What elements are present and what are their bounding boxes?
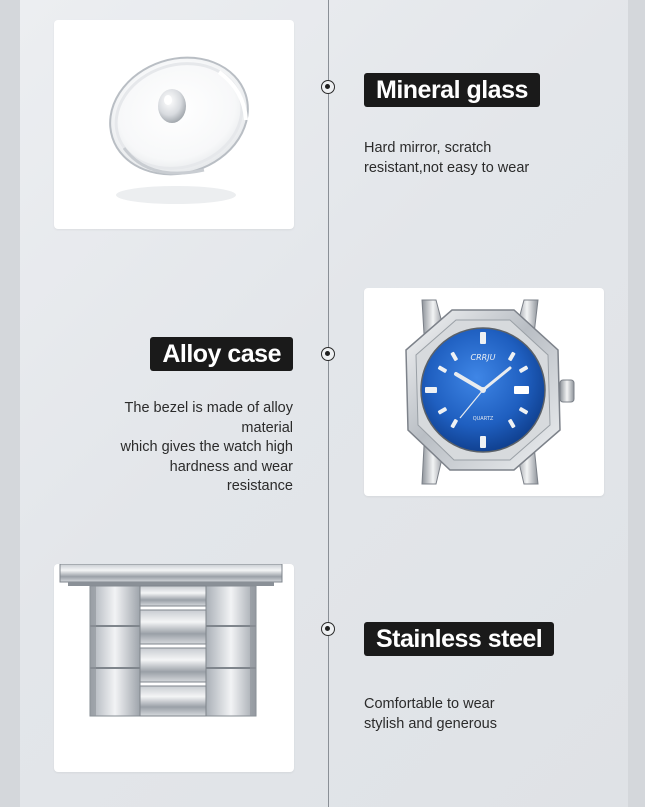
- timeline-node: [321, 347, 335, 361]
- feature-title: Mineral glass: [364, 73, 540, 107]
- glass-crystal-icon: [54, 20, 294, 229]
- watch-case-icon: [364, 288, 604, 496]
- timeline-line: [328, 0, 329, 807]
- description-line: The bezel is made of alloy: [124, 400, 293, 416]
- mineral-glass-image-card: [54, 20, 294, 229]
- timeline-node: [321, 622, 335, 636]
- description-line: resistance: [226, 478, 293, 494]
- description-line: resistant,not easy to wear: [364, 159, 530, 176]
- description-line: which gives the watch high: [120, 439, 293, 455]
- feature-title: Alloy case: [150, 337, 293, 371]
- description-line: material: [241, 419, 293, 436]
- stainless-steel-image-card: [54, 564, 294, 772]
- timeline-node: [321, 80, 335, 94]
- description-line: Comfortable to wear: [364, 696, 495, 712]
- description-line: Hard mirror, scratch: [364, 140, 492, 156]
- feature-description: [364, 139, 529, 178]
- feature-description: [364, 695, 497, 734]
- feature-description: [121, 399, 294, 497]
- dial-brand: CRRJU: [470, 353, 496, 362]
- steel-bracelet-icon: [54, 564, 294, 772]
- dial-model: QUARTZ: [472, 416, 494, 422]
- description-line: hardness and wear: [169, 458, 293, 475]
- alloy-case-image-card: [364, 288, 604, 496]
- feature-title: Stainless steel: [364, 622, 554, 656]
- description-line: stylish and generous: [364, 715, 497, 732]
